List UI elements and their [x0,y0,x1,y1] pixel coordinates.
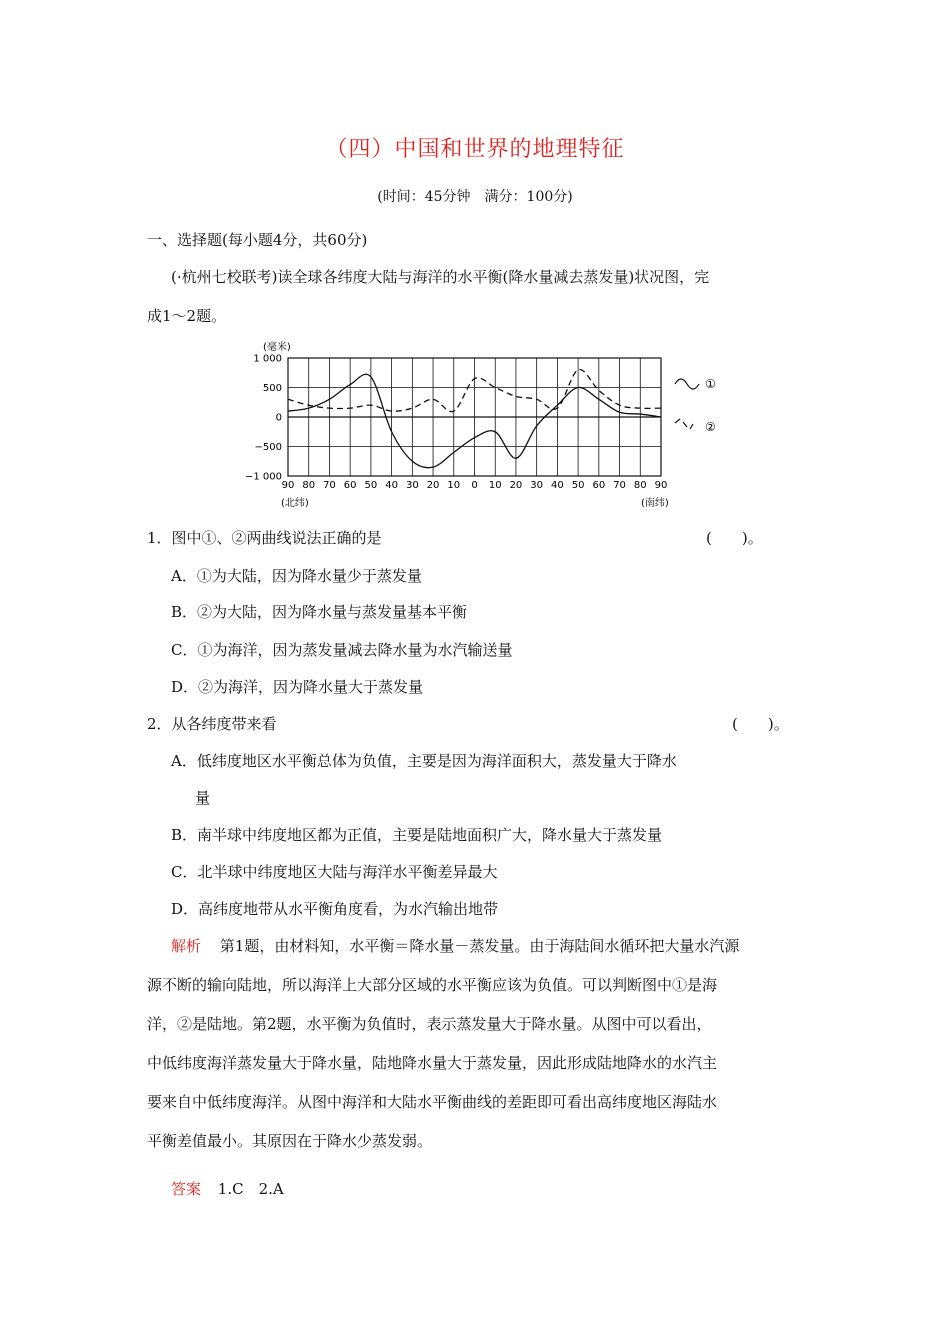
x-axis-left-label: (北纬) [281,498,309,509]
question-2-option-b: B．南半球中纬度地区都为正值，主要是陆地面积广大，降水量大于蒸发量 [171,826,663,844]
question-2-stem: 2．从各纬度带来看 [147,715,277,733]
analysis-line-4: 中低纬度海洋蒸发量大于降水量，陆地降水量大于蒸发量，因此形成陆地降水的水汽主 [147,1054,718,1072]
legend-label-1: ① [705,377,716,391]
question-2-option-a: A．低纬度地区水平衡总体为负值，主要是因为海洋面积大，蒸发量大于降水 [171,752,677,770]
question-1-option-d: D．②为海洋，因为降水量大于蒸发量 [171,678,424,696]
water-balance-chart [243,336,733,514]
legend-line-dashed [675,419,693,429]
question-1-answer-blank: ( )。 [706,529,763,547]
x-tick-label: 40 [551,480,564,491]
x-tick-label: 70 [613,480,626,491]
question-2-answer-blank: ( )。 [732,715,789,733]
analysis-line-1 [171,935,739,956]
question-2-option-d: D．高纬度地带从水平衡角度看，为水汽输出地带 [171,900,499,918]
x-tick-label: 20 [509,480,523,491]
x-tick-label: 10 [447,480,461,491]
x-tick-label: 20 [426,480,440,491]
question-2-option-c: C．北半球中纬度地区大陆与海洋水平衡差异最大 [171,863,498,881]
x-axis-ticks [282,480,668,491]
x-tick-label: 30 [405,480,419,491]
analysis-text-1: 第1题，由材料知，水平衡＝降水量－蒸发量。由于海陆间水循环把大量水汽源 [219,937,740,955]
y-axis-label: (毫米) [263,342,291,353]
x-tick-label: 50 [364,480,378,491]
x-tick-label: 10 [488,480,502,491]
chart-grid [288,358,661,476]
x-axis-right-label: (南纬) [641,498,669,509]
legend-label-2: ② [705,420,716,434]
x-tick-label: 0 [471,480,478,491]
y-tick-label: 500 [262,383,282,394]
question-1-stem: 1．图中①、②两曲线说法正确的是 [147,529,382,547]
answer-value: 1.C 2.A [217,1180,284,1198]
x-tick-label: 70 [323,480,336,491]
page-title: （四）中国和世界的地理特征 [325,137,625,162]
question-1-option-a: A．①为大陆，因为降水量少于蒸发量 [171,567,422,585]
analysis-line-3: 洋，②是陆地。第2题，水平衡为负值时，表示蒸发量大于降水量。从图中可以看出， [147,1015,712,1033]
y-tick-label: 1 000 [253,353,282,365]
x-tick-label: 90 [654,480,668,491]
y-tick-label: 0 [275,412,282,424]
x-tick-label: 90 [281,480,295,491]
analysis-line-6: 平衡差值最小。其原因在于降水少蒸发弱。 [147,1132,433,1150]
chart-legend [675,377,716,434]
y-tick-label: −1 000 [244,471,282,483]
exam-time-info: (时间：45分钟 满分：100分) [377,189,573,205]
analysis-label: 解析 [171,937,202,955]
analysis-line-2: 源不断的输向陆地，所以海洋上大部分区域的水平衡应该为负值。可以判断图中①是海 [147,976,718,994]
answer-line [171,1178,284,1199]
x-tick-label: 80 [633,480,647,491]
analysis-line-5: 要来自中低纬度海洋。从图中海洋和大陆水平衡曲线的差距即可看出高纬度地区海陆水 [147,1093,718,1111]
question-1-option-c: C．①为海洋，因为蒸发量减去降水量为水汽输送量 [171,641,513,659]
x-tick-label: 60 [592,480,606,491]
question-1-option-b: B．②为大陆，因为降水量与蒸发量基本平衡 [171,603,468,621]
y-axis-ticks [245,354,282,483]
section-heading: 一、选择题(每小题4分，共60分) [147,231,368,249]
answer-label: 答案 [171,1180,202,1198]
x-tick-label: 60 [343,480,357,491]
legend-line-solid [675,379,699,389]
question-2-option-a-cont: 量 [195,789,211,807]
x-tick-label: 50 [571,480,585,491]
x-tick-label: 80 [302,480,316,491]
y-tick-label: −500 [254,442,282,453]
intro-line-2: 成1～2题。 [147,307,227,325]
x-tick-label: 30 [530,480,544,491]
intro-line-1: (·杭州七校联考)读全球各纬度大陆与海洋的水平衡(降水量减去蒸发量)状况图，完 [171,268,710,286]
x-tick-label: 40 [385,480,398,491]
